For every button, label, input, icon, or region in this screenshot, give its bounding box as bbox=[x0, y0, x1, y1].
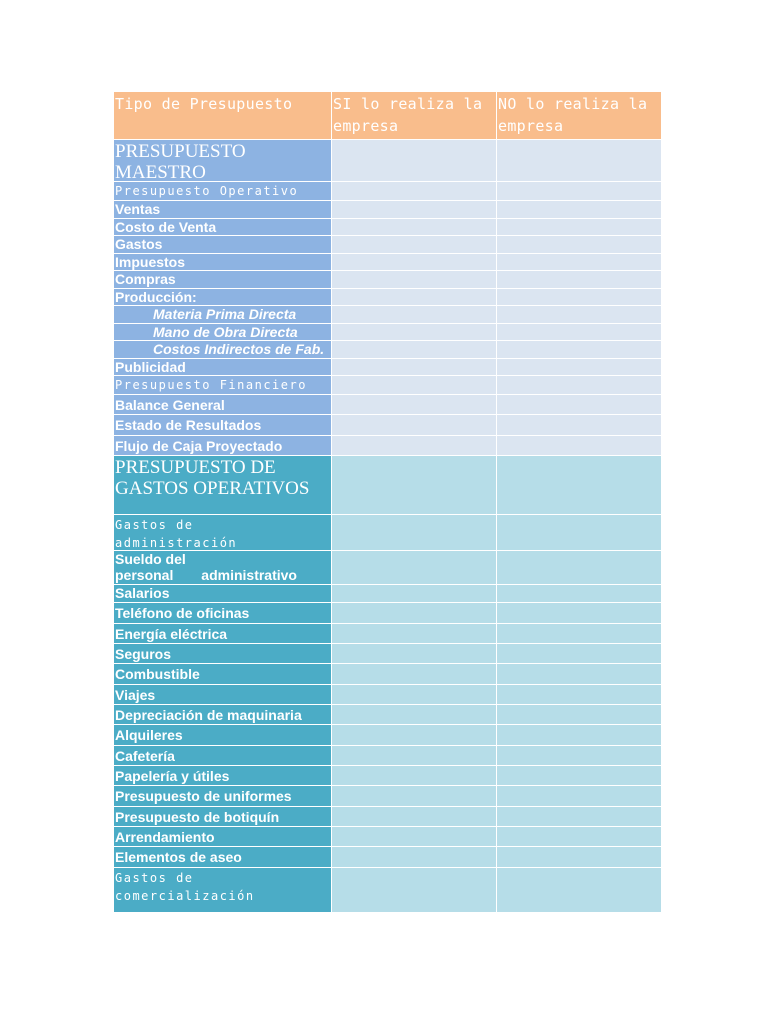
table-row-cafeteria bbox=[114, 746, 661, 766]
table-row-produccion bbox=[114, 289, 661, 306]
table-row-materia-prima-directa bbox=[114, 306, 661, 324]
no-cell[interactable] bbox=[497, 807, 661, 826]
no-cell[interactable] bbox=[497, 415, 661, 435]
no-cell[interactable] bbox=[497, 341, 661, 358]
table-row-energia bbox=[114, 624, 661, 644]
table-row-presupuesto-gastos-operativos bbox=[114, 456, 661, 515]
section-title-gastos-operativos: PRESUPUESTO DE GASTOS OPERATIVOS bbox=[114, 456, 332, 514]
si-cell[interactable] bbox=[332, 182, 497, 200]
no-cell[interactable] bbox=[497, 664, 661, 684]
row-label-arrendamiento: Arrendamiento bbox=[114, 827, 332, 846]
row-label-sueldo-personal: Sueldo del personal administrativo bbox=[114, 551, 332, 584]
table-row-costos-indirectos bbox=[114, 341, 661, 359]
table-row-papeleria bbox=[114, 766, 661, 786]
table-row-telefono bbox=[114, 603, 661, 624]
no-cell[interactable] bbox=[497, 725, 661, 745]
no-cell[interactable] bbox=[497, 254, 661, 270]
subsection-label-presupuesto-financiero: Presupuesto Financiero bbox=[114, 376, 332, 394]
table-row-sueldo-personal bbox=[114, 551, 661, 585]
row-label-mano-de-obra-directa: Mano de Obra Directa bbox=[114, 324, 332, 340]
no-cell[interactable] bbox=[497, 289, 661, 305]
table-row-elementos-aseo bbox=[114, 847, 661, 868]
row-label-produccion: Producción: bbox=[114, 289, 332, 305]
row-label-gastos: Gastos bbox=[114, 236, 332, 253]
no-cell[interactable] bbox=[497, 644, 661, 663]
table-row-botiquin bbox=[114, 807, 661, 827]
subsection-label-presupuesto-operativo: Presupuesto Operativo bbox=[114, 182, 332, 200]
table-row-estado-de-resultados bbox=[114, 415, 661, 436]
no-cell[interactable] bbox=[497, 585, 661, 602]
table-row-gastos bbox=[114, 236, 661, 254]
si-cell[interactable] bbox=[332, 827, 497, 846]
si-cell[interactable] bbox=[332, 341, 497, 358]
no-cell[interactable] bbox=[497, 685, 661, 704]
si-cell[interactable] bbox=[332, 515, 497, 550]
si-cell[interactable] bbox=[332, 436, 497, 455]
table-row-salarios bbox=[114, 585, 661, 603]
si-cell[interactable] bbox=[332, 395, 497, 414]
no-cell[interactable] bbox=[497, 456, 661, 514]
table-row-seguros bbox=[114, 644, 661, 664]
row-label-telefono: Teléfono de oficinas bbox=[114, 603, 332, 623]
table-row-viajes bbox=[114, 685, 661, 705]
si-cell[interactable] bbox=[332, 786, 497, 806]
si-cell[interactable] bbox=[332, 585, 497, 602]
no-cell[interactable] bbox=[497, 359, 661, 375]
si-cell[interactable] bbox=[332, 359, 497, 375]
si-cell[interactable] bbox=[332, 807, 497, 826]
si-cell[interactable] bbox=[332, 306, 497, 323]
table-row-flujo-de-caja bbox=[114, 436, 661, 456]
table-row-mano-de-obra-directa bbox=[114, 324, 661, 341]
subsection-label-gastos-comercializacion: Gastos de comercialización bbox=[114, 868, 332, 912]
si-cell[interactable] bbox=[332, 254, 497, 270]
row-label-elementos-aseo: Elementos de aseo bbox=[114, 847, 332, 867]
budget-table bbox=[114, 92, 661, 912]
no-cell[interactable] bbox=[497, 182, 661, 200]
table-row-gastos-comercializacion bbox=[114, 868, 661, 912]
no-cell[interactable] bbox=[497, 624, 661, 643]
table-row-depreciacion bbox=[114, 705, 661, 725]
table-row-impuestos bbox=[114, 254, 661, 271]
table-header-row bbox=[114, 92, 661, 140]
row-label-uniformes: Presupuesto de uniformes bbox=[114, 786, 332, 806]
table-row-arrendamiento bbox=[114, 827, 661, 847]
no-cell[interactable] bbox=[497, 324, 661, 340]
si-cell[interactable] bbox=[332, 705, 497, 724]
table-row-alquileres bbox=[114, 725, 661, 746]
row-label-combustible: Combustible bbox=[114, 664, 332, 684]
si-cell[interactable] bbox=[332, 201, 497, 218]
row-label-flujo-de-caja: Flujo de Caja Proyectado bbox=[114, 436, 332, 455]
table-row-presupuesto-maestro bbox=[114, 140, 661, 182]
no-cell[interactable] bbox=[497, 376, 661, 394]
row-label-materia-prima-directa: Materia Prima Directa bbox=[114, 306, 332, 323]
si-cell[interactable] bbox=[332, 271, 497, 288]
row-label-publicidad: Publicidad bbox=[114, 359, 332, 375]
table-row-publicidad bbox=[114, 359, 661, 376]
table-row-compras bbox=[114, 271, 661, 289]
no-cell[interactable] bbox=[497, 847, 661, 867]
row-label-estado-de-resultados: Estado de Resultados bbox=[114, 415, 332, 435]
no-cell[interactable] bbox=[497, 786, 661, 806]
no-cell[interactable] bbox=[497, 766, 661, 785]
si-cell[interactable] bbox=[332, 551, 497, 584]
si-cell[interactable] bbox=[332, 376, 497, 394]
no-cell[interactable] bbox=[497, 515, 661, 550]
no-cell[interactable] bbox=[497, 603, 661, 623]
no-cell[interactable] bbox=[497, 395, 661, 414]
section-title-presupuesto-maestro: PRESUPUESTO MAESTRO bbox=[114, 140, 332, 181]
no-cell[interactable] bbox=[497, 705, 661, 724]
no-cell[interactable] bbox=[497, 827, 661, 846]
si-cell[interactable] bbox=[332, 219, 497, 235]
no-cell[interactable] bbox=[497, 271, 661, 288]
subsection-label-gastos-administracion: Gastos de administración bbox=[114, 515, 332, 550]
row-label-viajes: Viajes bbox=[114, 685, 332, 704]
table-row-costo-de-venta bbox=[114, 219, 661, 236]
si-cell[interactable] bbox=[332, 415, 497, 435]
no-cell[interactable] bbox=[497, 140, 661, 181]
no-cell[interactable] bbox=[497, 236, 661, 253]
si-cell[interactable] bbox=[332, 746, 497, 765]
row-label-impuestos: Impuestos bbox=[114, 254, 332, 270]
si-cell[interactable] bbox=[332, 664, 497, 684]
row-label-costos-indirectos: Costos Indirectos de Fab. bbox=[114, 341, 332, 358]
row-label-compras: Compras bbox=[114, 271, 332, 288]
header-no-realiza: NO lo realiza la empresa bbox=[497, 92, 661, 139]
si-cell[interactable] bbox=[332, 324, 497, 340]
row-label-salarios: Salarios bbox=[114, 585, 332, 602]
row-label-depreciacion: Depreciación de maquinaria bbox=[114, 705, 332, 724]
table-row-ventas bbox=[114, 201, 661, 219]
row-label-ventas: Ventas bbox=[114, 201, 332, 218]
header-si-realiza: SI lo realiza la empresa bbox=[332, 92, 497, 139]
si-cell[interactable] bbox=[332, 289, 497, 305]
row-label-energia: Energía eléctrica bbox=[114, 624, 332, 643]
no-cell[interactable] bbox=[497, 201, 661, 218]
row-label-cafeteria: Cafetería bbox=[114, 746, 332, 765]
row-label-papeleria: Papelería y útiles bbox=[114, 766, 332, 785]
si-cell[interactable] bbox=[332, 868, 497, 912]
no-cell[interactable] bbox=[497, 436, 661, 455]
table-row-balance-general bbox=[114, 395, 661, 415]
si-cell[interactable] bbox=[332, 456, 497, 514]
si-cell[interactable] bbox=[332, 603, 497, 623]
row-label-costo-de-venta: Costo de Venta bbox=[114, 219, 332, 235]
si-cell[interactable] bbox=[332, 624, 497, 643]
row-label-seguros: Seguros bbox=[114, 644, 332, 663]
row-label-botiquin: Presupuesto de botiquín bbox=[114, 807, 332, 826]
no-cell[interactable] bbox=[497, 219, 661, 235]
si-cell[interactable] bbox=[332, 725, 497, 745]
si-cell[interactable] bbox=[332, 685, 497, 704]
si-cell[interactable] bbox=[332, 766, 497, 785]
si-cell[interactable] bbox=[332, 236, 497, 253]
no-cell[interactable] bbox=[497, 746, 661, 765]
table-row-combustible bbox=[114, 664, 661, 685]
row-label-balance-general: Balance General bbox=[114, 395, 332, 414]
no-cell[interactable] bbox=[497, 306, 661, 323]
table-row-uniformes bbox=[114, 786, 661, 807]
si-cell[interactable] bbox=[332, 847, 497, 867]
si-cell[interactable] bbox=[332, 644, 497, 663]
si-cell[interactable] bbox=[332, 140, 497, 181]
table-row-gastos-administracion bbox=[114, 515, 661, 551]
no-cell[interactable] bbox=[497, 551, 661, 584]
row-label-alquileres: Alquileres bbox=[114, 725, 332, 745]
table-row-presupuesto-financiero bbox=[114, 376, 661, 395]
header-tipo-presupuesto: Tipo de Presupuesto bbox=[114, 92, 332, 139]
table-row-presupuesto-operativo bbox=[114, 182, 661, 201]
no-cell[interactable] bbox=[497, 868, 661, 912]
